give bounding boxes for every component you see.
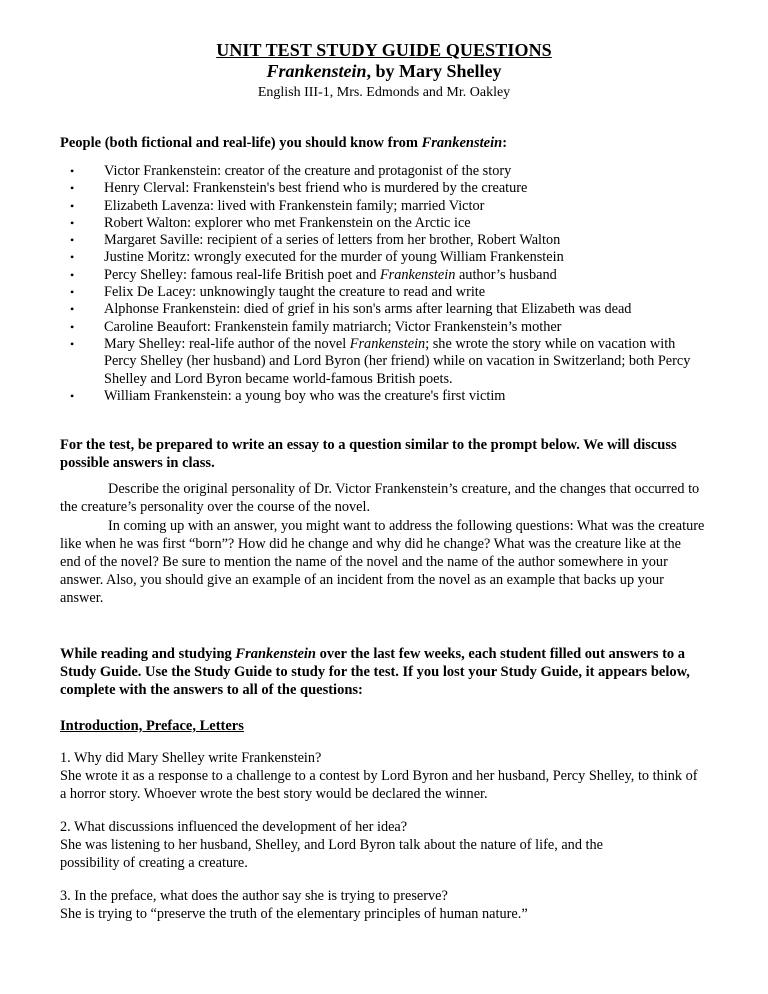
section-subheading: Introduction, Preface, Letters [60,717,244,734]
bullet-icon: • [70,233,75,248]
document-subtitle [60,61,708,82]
essay-heading-line: possible answers in class. [60,455,215,472]
list-item [60,163,708,180]
bullet-icon: • [70,388,75,403]
answer-text: She was listening to her husband, Shelley, and Lord Byron talk about the nature of life, and the [60,836,604,853]
paragraph-line: like when he was first “born”? How did he change and why did he change? What was the creature like at the [60,535,682,552]
essay-guidance-paragraph [60,517,708,608]
list-item-text: Justine Moritz: wrongly executed for the murder of young William Frankenstein [104,249,564,266]
list-item-text: Felix De Lacey: unknowingly taught the creature to read and write [104,284,486,301]
paragraph-line: answer. [60,590,104,607]
bullet-icon: • [70,336,75,351]
people-heading-text: People (both fictional and real-life) you should know from [60,135,422,151]
bullet-icon: • [70,215,75,230]
bullet-icon: • [70,319,75,334]
bullet-icon: • [70,164,75,178]
answer-text: She is trying to “preserve the truth of the elementary principles of human nature.” [60,905,528,922]
paragraph-line: end of the novel? Be sure to mention the name of the novel and the name of the author somewhere in your [60,553,668,570]
people-heading-book: Frankenstein [421,135,503,151]
list-item [60,215,708,232]
essay-prompt-paragraph [60,480,708,516]
paragraph-line: In coming up with an answer, you might want to address the following questions: What was the creature [108,517,705,534]
list-item-text: Margaret Saville: recipient of a series of letters from her brother, Robert Walton [104,232,561,249]
list-item [60,284,708,301]
list-item [60,232,708,249]
list-item-text: author’s husband [455,266,557,283]
question-text: 3. In the preface, what does the author say she is trying to preserve? [60,887,448,904]
course-line: English III-1, Mrs. Edmonds and Mr. Oakley [257,85,511,100]
list-item-text: Percy Shelley: famous real-life British poet and [104,266,380,283]
bullet-icon: • [70,250,75,265]
bullet-icon: • [70,198,75,213]
list-item [60,388,708,405]
list-item-text: William Frankenstein: a young boy who was the creature's first victim [104,387,506,404]
document-title: UNIT TEST STUDY GUIDE QUESTIONS [216,40,552,60]
question-block [60,749,708,803]
people-list [60,163,708,405]
list-item-text: Caroline Beaufort: Frankenstein family matriarch; Victor Frankenstein’s mother [104,318,562,335]
bullet-icon: • [70,285,75,300]
bullet-icon: • [70,181,75,196]
list-item [60,249,708,266]
study-guide-heading [60,645,708,699]
subtitle-book-title: Frankenstein [266,61,367,81]
answer-text: She wrote it as a response to a challenge to a contest by Lord Byron and her husband, Percy Shelley, to think of [60,767,698,784]
study-heading-text: over the last few weeks, each student filled out answers to a [316,645,686,662]
subtitle-author: , by Mary Shelley [366,61,502,81]
study-heading-text: Study Guide. Use the Study Guide to study for the test. If you lost your Study Guide, it appears below, [60,663,690,680]
study-heading-text: While reading and studying [60,645,236,662]
list-item-text: Henry Clerval: Frankenstein's best friend who is murdered by the creature [104,180,528,197]
people-heading [60,134,708,152]
paragraph-line: the creature’s personality over the course of the novel. [60,499,371,516]
list-item [60,180,708,197]
list-item-text: Mary Shelley: real-life author of the novel [104,335,350,352]
list-item [60,267,708,284]
list-item [60,336,708,388]
list-item-text: Shelley and Lord Byron became world-famous British poets. [104,370,453,387]
essay-heading-line: For the test, be prepared to write an essay to a question similar to the prompt below. We will discuss [60,437,677,454]
question-text: 2. What discussions influenced the development of her idea? [60,818,408,835]
list-item-book: Frankenstein [349,335,426,352]
title-block [60,40,708,102]
bullet-icon: • [70,267,75,282]
list-item-text: Victor Frankenstein: creator of the creature and protagonist of the story [104,163,512,179]
answer-text: possibility of creating a creature. [60,854,248,871]
people-heading-colon: : [502,135,508,151]
list-item [60,198,708,215]
essay-heading [60,436,708,472]
paragraph-line: Describe the original personality of Dr. Victor Frankenstein’s creature, and the changes that occurred to [108,481,700,498]
list-item [60,301,708,318]
list-item-text: Percy Shelley (her husband) and Lord Byron (her friend) while on vacation in Switzerland; both Percy [104,353,691,370]
study-heading-text: complete with the answers to all of the questions: [60,681,363,698]
bullet-icon: • [70,302,75,317]
question-block [60,818,708,872]
study-heading-book: Frankenstein [235,645,316,662]
list-item-text: Elizabeth Lavenza: lived with Frankenstein family; married Victor [104,197,485,214]
list-item-book: Frankenstein [379,266,456,283]
list-item-text: Robert Walton: explorer who met Frankenstein on the Arctic ice [104,214,471,231]
list-item-text: Alphonse Frankenstein: died of grief in his son's arms after learning that Elizabeth was dead [104,301,632,318]
list-item-text: ; she wrote the story while on vacation with [425,335,676,352]
answer-text: a horror story. Whoever wrote the best story would be declared the winner. [60,785,488,802]
question-text: 1. Why did Mary Shelley write Frankenstein? [60,749,322,766]
question-block [60,887,708,923]
paragraph-line: answer. Also, you should give an example of an incident from the novel as an example that backs up your [60,572,664,589]
list-item [60,319,708,336]
